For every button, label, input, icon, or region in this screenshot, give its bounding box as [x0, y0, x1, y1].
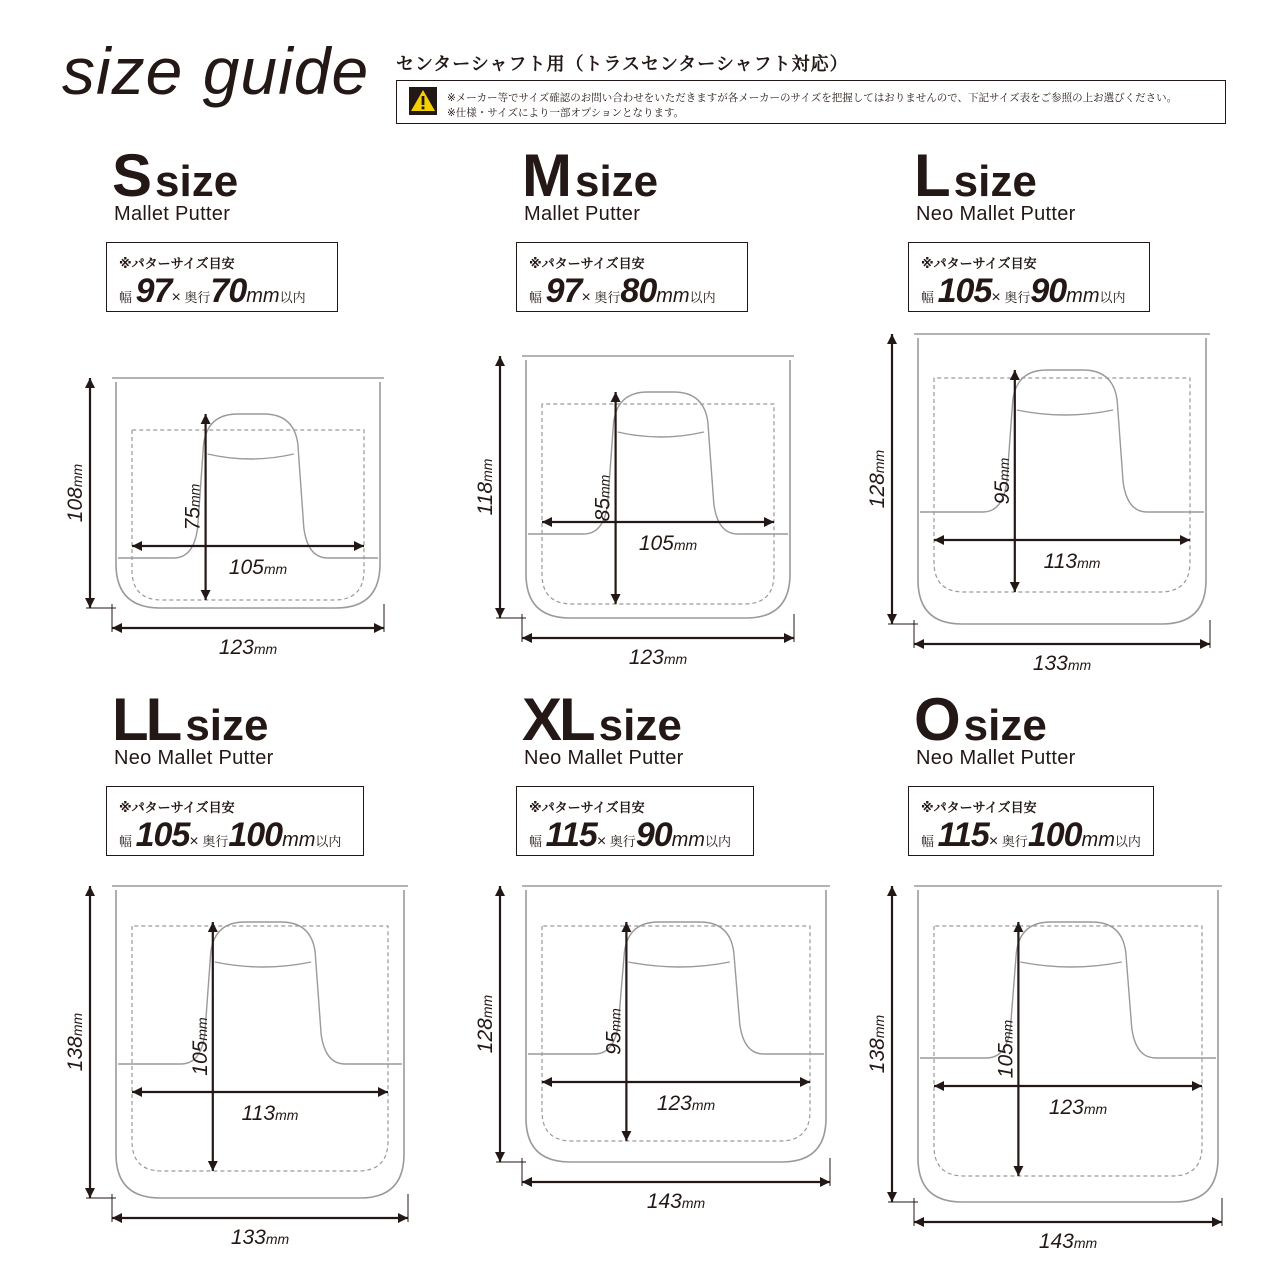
arrow-head: [887, 886, 897, 896]
inner-width-label: 113mm: [1043, 550, 1101, 573]
mm-unit: mm: [671, 829, 705, 851]
arrow-head: [1212, 1217, 1222, 1227]
inner-width-label: 113mm: [241, 1102, 299, 1125]
size-title: [112, 686, 269, 753]
arrow-head: [542, 517, 552, 527]
putter-size-heading: ※パターサイズ目安: [119, 256, 235, 271]
flap-notch: [920, 922, 1216, 1058]
putter-type: Mallet Putter: [524, 203, 641, 225]
putter-width: 115: [937, 816, 989, 854]
size-title: [522, 142, 659, 209]
putter-size-heading: ※パターサイズ目安: [921, 256, 1037, 271]
cover-diagram: [52, 886, 428, 1258]
putter-size-heading: ※パターサイズ目安: [921, 800, 1037, 815]
notch-strap: [215, 962, 311, 967]
cover-diagram: [462, 886, 850, 1222]
putter-type: Neo Mallet Putter: [114, 747, 274, 769]
putter-depth: 100: [228, 816, 283, 854]
arrow-head: [132, 1087, 142, 1097]
within-label: 以内: [279, 290, 306, 305]
outer-height-label: 138mm: [64, 1012, 87, 1072]
cover-diagram: [462, 356, 814, 678]
arrow-head: [495, 886, 505, 896]
notice-line-1: ※メーカー等でサイズ確認のお問い合わせをいただきますが各メーカーのサイズを把握してはおりませんので、下記サイズ表をご参照の上お選びください。: [447, 92, 1178, 104]
inner-width-label: 105mm: [228, 556, 288, 579]
size-card-xl: [474, 686, 902, 1213]
mm-unit: mm: [246, 285, 280, 307]
flap-notch: [118, 414, 378, 558]
cover-diagram: [52, 378, 404, 668]
arrow-head: [522, 633, 532, 643]
size-code: S: [112, 142, 150, 209]
inner-width-label: 123mm: [656, 1092, 716, 1115]
arrow-head: [374, 623, 384, 633]
depth-label: 奥行: [180, 290, 211, 305]
arrow-head: [621, 1131, 631, 1141]
arrow-head: [914, 1217, 924, 1227]
arrow-head: [542, 1077, 552, 1087]
outer-height-label: 128mm: [866, 449, 889, 509]
arrow-head: [1010, 370, 1020, 380]
arrow-head: [934, 1081, 944, 1091]
notice-line-2: ※仕様・サイズにより一部オプションとなります。: [447, 107, 685, 119]
arrow-head: [887, 334, 897, 344]
arrow-head: [784, 633, 794, 643]
arrow-head: [378, 1087, 388, 1097]
putter-depth: 90: [1030, 272, 1067, 310]
arrow-head: [887, 1192, 897, 1202]
mm-unit: mm: [282, 829, 316, 851]
putter-size-box: [908, 242, 1150, 312]
putter-type: Mallet Putter: [114, 203, 231, 225]
times-sign: ×: [991, 289, 1001, 306]
flap-notch: [920, 370, 1204, 512]
arrow-head: [611, 594, 621, 604]
cover-outline: [526, 890, 826, 1162]
putter-size-values: [921, 818, 1141, 852]
arrow-head: [495, 356, 505, 366]
putter-size-box: [516, 242, 748, 312]
times-sign: ×: [189, 833, 199, 850]
depth-label: 奥行: [998, 834, 1028, 849]
subhead: センターシャフト用（トラスセンターシャフト対応）: [396, 54, 849, 74]
outer-width-label: 123mm: [628, 646, 688, 669]
page-title: size guide: [62, 34, 370, 108]
flap-notch: [528, 392, 788, 534]
size-title: [914, 686, 1047, 753]
inner-width-label: 123mm: [1048, 1096, 1108, 1119]
putter-size-values: [119, 274, 325, 308]
putter-size-values: [119, 818, 351, 852]
putter-width: 115: [545, 816, 597, 854]
outer-height-label: 118mm: [474, 458, 497, 516]
width-label: 幅: [921, 834, 938, 849]
arrow-head: [208, 1161, 218, 1171]
cover-outline: [526, 360, 790, 618]
mm-unit: mm: [1066, 285, 1100, 307]
arrow-head: [764, 517, 774, 527]
times-sign: ×: [596, 833, 607, 850]
putter-size-values: [529, 274, 735, 308]
notice-box: [396, 80, 1226, 124]
arrow-head: [1013, 1166, 1023, 1176]
arrow-head: [1010, 582, 1020, 592]
putter-size-box: [908, 786, 1154, 856]
putter-width: 97: [545, 272, 582, 310]
notch-strap: [1020, 962, 1121, 967]
width-label: 幅: [529, 290, 546, 305]
inner-depth-label: 85mm: [591, 474, 615, 522]
putter-size-box: [106, 242, 338, 312]
arrow-head: [85, 1188, 95, 1198]
cover-diagram: [854, 886, 1242, 1262]
cover-outline: [116, 890, 404, 1198]
notch-strap: [628, 962, 729, 967]
notch-strap: [208, 454, 294, 459]
arrow-head: [201, 590, 211, 600]
size-word: size: [574, 157, 659, 206]
notch-strap: [1017, 410, 1113, 415]
putter-size-box: [106, 786, 364, 856]
mm-unit: mm: [1081, 829, 1115, 851]
inner-pocket: [542, 404, 774, 604]
arrow-head: [1013, 922, 1023, 932]
arrow-head: [85, 886, 95, 896]
within-label: 以内: [704, 834, 731, 849]
arrow-head: [1200, 639, 1210, 649]
putter-size-heading: ※パターサイズ目安: [529, 256, 645, 271]
times-sign: ×: [171, 289, 181, 306]
size-word: size: [598, 701, 682, 750]
arrow-head: [800, 1077, 810, 1087]
cover-outline: [918, 338, 1206, 624]
inner-depth-label: 95mm: [602, 1008, 626, 1055]
arrow-head: [495, 608, 505, 618]
putter-size-values: [529, 818, 741, 852]
putter-type: Neo Mallet Putter: [916, 203, 1076, 225]
warning-icon: [409, 87, 437, 115]
times-sign: ×: [988, 833, 999, 850]
outer-width-label: 123mm: [218, 636, 278, 659]
outer-width-label: 133mm: [230, 1226, 290, 1249]
arrow-head: [112, 1213, 122, 1223]
size-title: [112, 142, 239, 209]
arrow-head: [85, 598, 95, 608]
inner-pocket: [132, 926, 388, 1171]
arrow-head: [201, 414, 211, 424]
width-label: 幅: [921, 290, 938, 305]
size-code: L: [914, 142, 948, 209]
putter-depth: 80: [620, 272, 657, 310]
notch-strap: [618, 432, 704, 437]
cover-outline: [918, 890, 1218, 1202]
size-word: size: [185, 701, 269, 750]
arrow-head: [611, 392, 621, 402]
putter-width: 97: [135, 272, 172, 310]
size-code: M: [522, 142, 569, 209]
size-card-m: [474, 142, 902, 669]
size-card-l: [866, 142, 1280, 675]
flap-notch: [118, 922, 402, 1064]
putter-width: 105: [135, 816, 190, 854]
inner-pocket: [934, 926, 1202, 1176]
depth-label: 奥行: [606, 834, 636, 849]
arrow-head: [132, 541, 142, 551]
outer-width-label: 143mm: [1038, 1230, 1098, 1253]
arrow-head: [495, 1152, 505, 1162]
width-label: 幅: [119, 834, 136, 849]
arrow-head: [85, 378, 95, 388]
arrow-head: [522, 1177, 532, 1187]
putter-depth: 90: [635, 816, 672, 854]
size-card-s: [64, 142, 492, 666]
inner-width-label: 105mm: [638, 532, 698, 555]
size-word: size: [155, 157, 239, 206]
putter-size-heading: ※パターサイズ目安: [119, 800, 235, 815]
depth-label: 奥行: [1000, 290, 1031, 305]
inner-depth-label: 105mm: [188, 1017, 212, 1076]
arrow-head: [1180, 535, 1190, 545]
arrow-head: [354, 541, 364, 551]
putter-width: 105: [937, 272, 992, 310]
depth-label: 奥行: [590, 290, 621, 305]
putter-type: Neo Mallet Putter: [524, 747, 684, 769]
outer-width-label: 143mm: [646, 1190, 706, 1213]
arrow-head: [112, 623, 122, 633]
within-label: 以内: [1099, 290, 1126, 305]
within-label: 以内: [689, 290, 716, 305]
putter-depth: 100: [1027, 816, 1082, 854]
arrow-head: [1192, 1081, 1202, 1091]
inner-depth-label: 75mm: [181, 483, 205, 531]
outer-height-label: 128mm: [474, 994, 497, 1054]
arrow-head: [914, 639, 924, 649]
putter-depth: 70: [210, 272, 247, 310]
mm-unit: mm: [656, 285, 690, 307]
size-card-o: [866, 686, 1280, 1253]
arrow-head: [398, 1213, 408, 1223]
depth-label: 奥行: [198, 834, 229, 849]
arrow-head: [621, 922, 631, 932]
size-code: XL: [522, 686, 593, 753]
outer-width-label: 133mm: [1032, 652, 1092, 675]
flap-notch: [528, 922, 824, 1054]
arrow-head: [820, 1177, 830, 1187]
outer-height-label: 138mm: [866, 1014, 889, 1074]
putter-size-heading: ※パターサイズ目安: [529, 800, 645, 815]
size-word: size: [953, 157, 1037, 206]
putter-type: Neo Mallet Putter: [916, 747, 1076, 769]
outer-height-label: 108mm: [64, 463, 87, 523]
inner-depth-label: 105mm: [994, 1019, 1018, 1079]
arrow-head: [934, 535, 944, 545]
within-label: 以内: [315, 834, 342, 849]
cover-diagram: [854, 334, 1230, 684]
width-label: 幅: [119, 290, 136, 305]
inner-depth-label: 95mm: [990, 457, 1014, 505]
size-card-ll: [64, 686, 492, 1249]
size-title: [914, 142, 1037, 209]
arrow-head: [208, 922, 218, 932]
size-code: O: [914, 686, 958, 753]
size-word: size: [963, 701, 1047, 750]
putter-size-box: [516, 786, 754, 856]
times-sign: ×: [581, 289, 591, 306]
putter-size-values: [921, 274, 1137, 308]
size-title: [522, 686, 682, 753]
width-label: 幅: [529, 834, 546, 849]
within-label: 以内: [1114, 834, 1141, 849]
size-code: LL: [112, 686, 180, 753]
arrow-head: [887, 614, 897, 624]
